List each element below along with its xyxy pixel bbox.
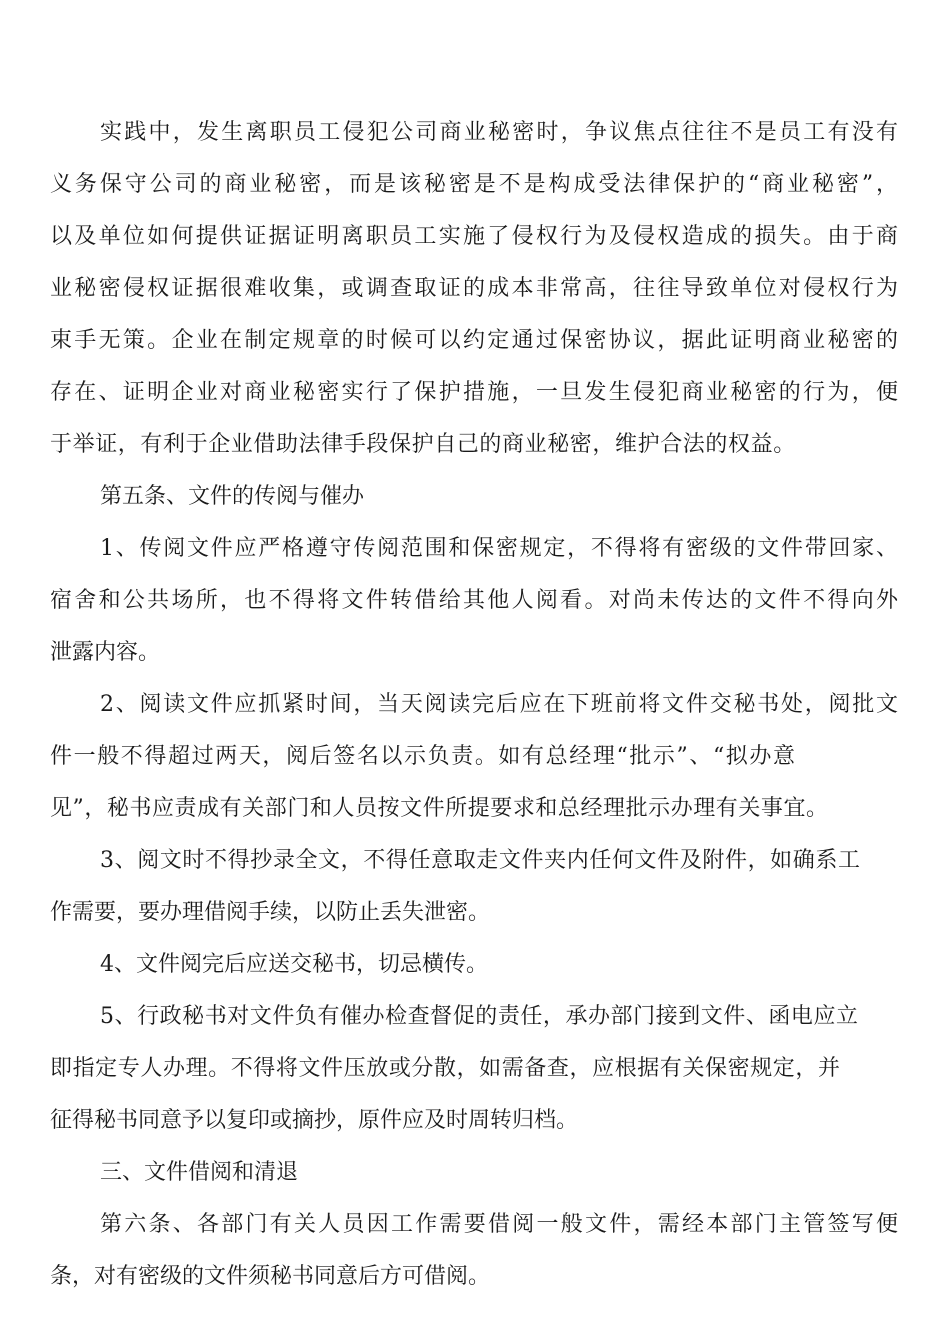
item-line: 泄露内容。 [50, 640, 161, 665]
item-line: 宿舍和公共场所，也不得将文件转借给其他人阅看。对尚未传达的文件不得向外 [50, 588, 898, 613]
paragraph-line: 以及单位如何提供证据证明离职员工实施了侵权行为及侵权造成的损失。由于商 [50, 224, 898, 249]
paragraph-line: 存在、证明企业对商业秘密实行了保护措施，一旦发生侵犯商业秘密的行为，便 [50, 380, 898, 405]
item-line: 即指定专人办理。不得将文件压放或分散，如需备查，应根据有关保密规定，并 [50, 1056, 840, 1081]
item-line: 2、阅读文件应抓紧时间，当天阅读完后应在下班前将文件交秘书处，阅批文 [100, 692, 898, 717]
paragraph-line: 束手无策。企业在制定规章的时候可以约定通过保密协议，据此证明商业秘密的 [50, 328, 898, 353]
paragraph-line: 业秘密侵权证据很难收集，或调查取证的成本非常高，往往导致单位对侵权行为 [50, 276, 898, 301]
article-heading: 第五条、文件的传阅与催办 [100, 484, 365, 509]
article-line: 条，对有密级的文件须秘书同意后方可借阅。 [50, 1264, 491, 1289]
item-line: 3、阅文时不得抄录全文，不得任意取走文件夹内任何文件及附件，如确系工 [100, 848, 860, 873]
section-heading: 三、文件借阅和清退 [100, 1160, 299, 1185]
item-line: 1、传阅文件应严格遵守传阅范围和保密规定，不得将有密级的文件带回家、 [100, 536, 898, 561]
paragraph-line: 义务保守公司的商业秘密，而是该秘密是不是构成受法律保护的“商业秘密”， [50, 172, 898, 197]
item-line: 4、文件阅完后应送交秘书，切忌横传。 [100, 952, 488, 977]
item-line: 5、行政秘书对文件负有催办检查督促的责任，承办部门接到文件、函电应立 [100, 1004, 858, 1029]
item-line: 作需要，要办理借阅手续，以防止丢失泄密。 [50, 900, 491, 925]
item-line: 见”，秘书应责成有关部门和人员按文件所提要求和总经理批示办理有关事宜。 [50, 796, 828, 821]
article-line: 第六条、各部门有关人员因工作需要借阅一般文件，需经本部门主管签写便 [100, 1212, 898, 1237]
paragraph-line: 于举证，有利于企业借助法律手段保护自己的商业秘密，维护合法的权益。 [50, 432, 796, 457]
item-line: 件一般不得超过两天，阅后签名以示负责。如有总经理“批示”、“拟办意 [50, 744, 795, 769]
paragraph-line: 实践中，发生离职员工侵犯公司商业秘密时，争议焦点往往不是员工有没有 [100, 120, 898, 145]
item-line: 征得秘书同意予以复印或摘抄，原件应及时周转归档。 [50, 1108, 579, 1133]
